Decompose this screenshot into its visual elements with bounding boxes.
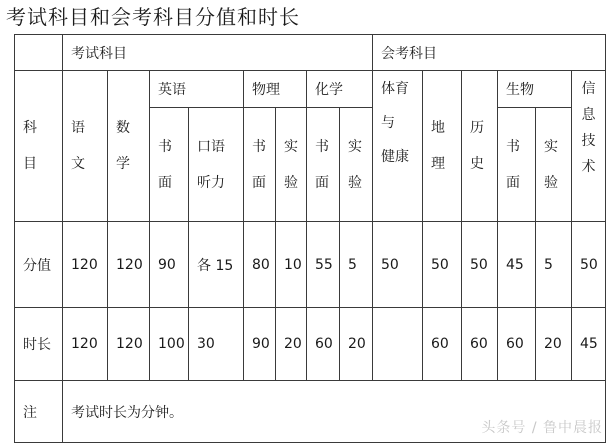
english-oral-header: 口语 听力	[189, 108, 244, 222]
watermark: 头条号 / 鲁中晨报	[481, 420, 603, 436]
row-label: 分值	[15, 222, 63, 308]
table-cell: 60	[498, 308, 536, 381]
table-cell: 60	[307, 308, 340, 381]
physics-header: 物理	[244, 71, 307, 108]
note-text: 考试时长为分钟。	[63, 381, 606, 443]
row-label: 时长	[15, 308, 63, 381]
page-title: 考试科目和会考科目分值和时长	[6, 5, 300, 29]
table-cell: 45	[572, 308, 606, 381]
table-cell: 5	[340, 222, 373, 308]
note-label: 注	[15, 381, 63, 443]
subject-label-cell: 科 目	[15, 71, 63, 222]
table-cell: 90	[244, 308, 276, 381]
table-cell: 60	[423, 308, 462, 381]
table-cell: 30	[189, 308, 244, 381]
table-cell: 120	[63, 308, 108, 381]
table-cell: 10	[276, 222, 307, 308]
corner-cell	[15, 35, 63, 71]
table-cell: 20	[276, 308, 307, 381]
yuwen-header: 语 文	[63, 71, 108, 222]
table-cell: 5	[536, 222, 572, 308]
english-header: 英语	[150, 71, 244, 108]
english-written-header: 书 面	[150, 108, 189, 222]
table-cell: 100	[150, 308, 189, 381]
table-cell: 120	[108, 222, 150, 308]
chemistry-header: 化学	[307, 71, 373, 108]
table-cell: 80	[244, 222, 276, 308]
table-cell: 90	[150, 222, 189, 308]
chemistry-written-header: 书 面	[307, 108, 340, 222]
table-cell: 20	[536, 308, 572, 381]
table-cell: 50	[423, 222, 462, 308]
table-cell: 120	[108, 308, 150, 381]
table-cell: 55	[307, 222, 340, 308]
huikao-subjects-header: 会考科目	[373, 35, 606, 71]
table-cell: 60	[462, 308, 498, 381]
table-cell: 各 15	[189, 222, 244, 308]
table-cell: 50	[373, 222, 423, 308]
score-duration-table	[14, 34, 606, 443]
biology-header: 生物	[498, 71, 572, 108]
table-cell	[373, 308, 423, 381]
biology-lab-header: 实 验	[536, 108, 572, 222]
physics-lab-header: 实 验	[276, 108, 307, 222]
table-cell: 45	[498, 222, 536, 308]
it-header: 信 息 技 术	[572, 71, 606, 222]
shuxue-header: 数 学	[108, 71, 150, 222]
table-cell: 120	[63, 222, 108, 308]
chemistry-lab-header: 实 验	[340, 108, 373, 222]
history-header: 历 史	[462, 71, 498, 222]
table-cell: 20	[340, 308, 373, 381]
physics-written-header: 书 面	[244, 108, 276, 222]
biology-written-header: 书 面	[498, 108, 536, 222]
table-row	[15, 308, 606, 381]
table-row	[15, 222, 606, 308]
table-cell: 50	[572, 222, 606, 308]
pe-health-header: 体育 与 健康	[373, 71, 423, 222]
geography-header: 地 理	[423, 71, 462, 222]
table-cell: 50	[462, 222, 498, 308]
exam-subjects-header: 考试科目	[63, 35, 373, 71]
